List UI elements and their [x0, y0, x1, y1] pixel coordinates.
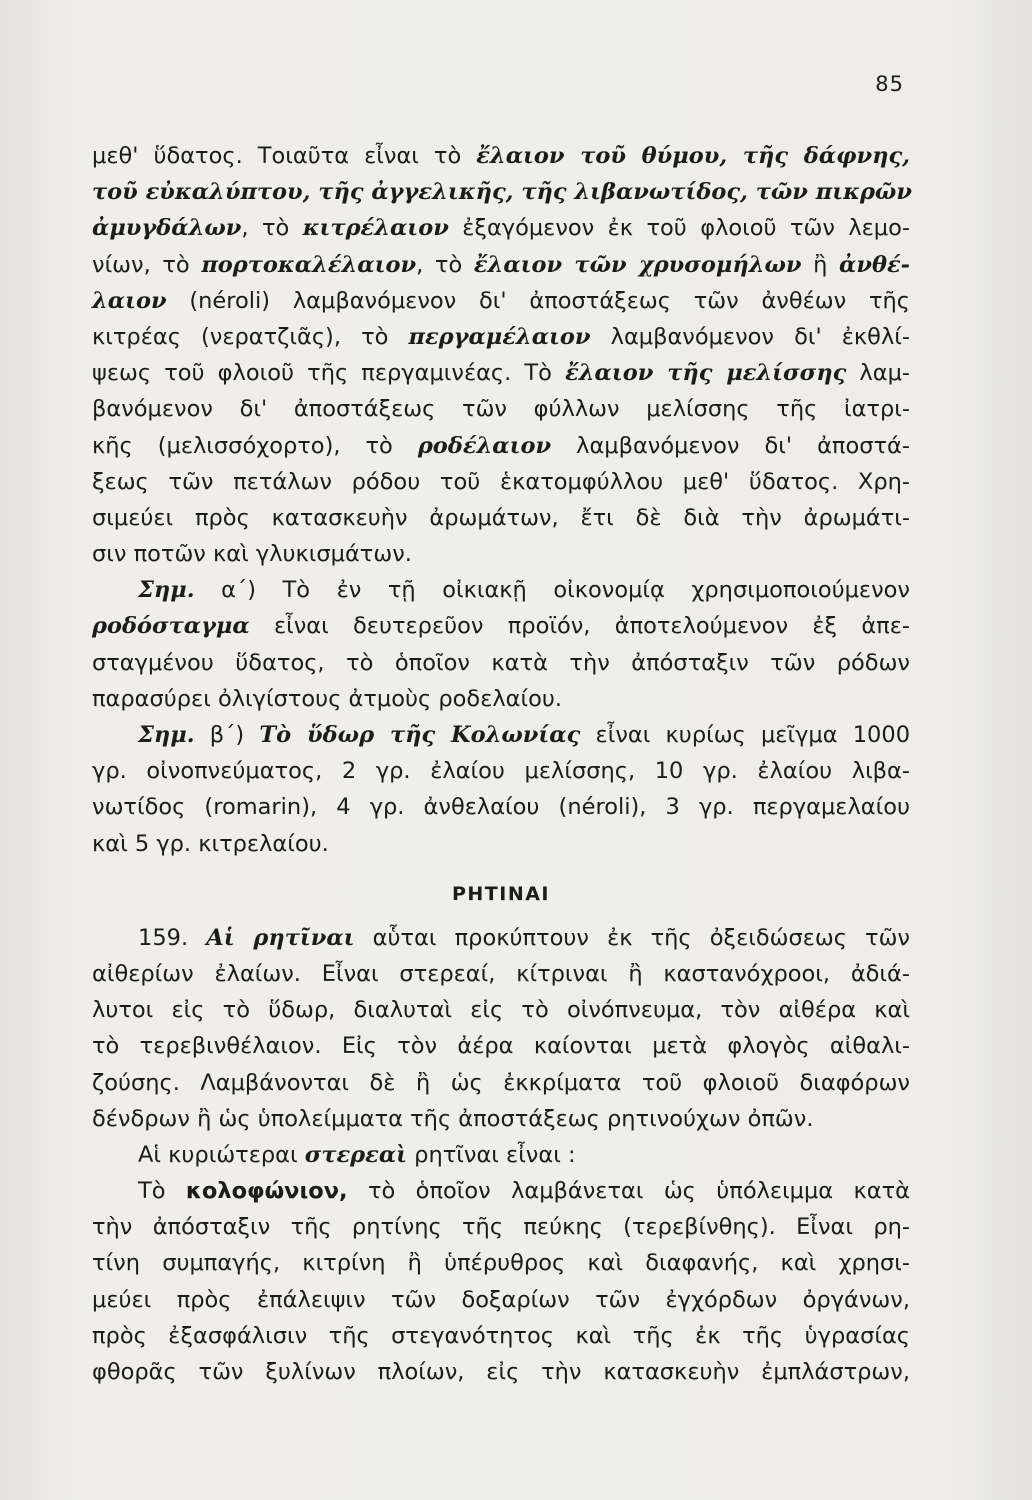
- text-line: νωτίδος (romarin), 4 γρ. ἀνθελαίου (néroli), 3 γρ. περγαμελαίου: [92, 794, 910, 821]
- text-line: λαιον (néroli) λαμβανόμενον δι' ἀποστάξεως τῶν ἀνθέων τῆς: [92, 287, 910, 314]
- text-line: τὸ τερεβινθέλαιον. Εἰς τὸν ἀέρα καίονται μετὰ φλογὸς αἰθαλι-: [92, 1033, 910, 1060]
- text-line: δένδρων ἢ ὡς ὑπολείμματα τῆς ἀποστάξεως ρητινούχων ὀπῶν.: [92, 1105, 814, 1132]
- text-line: σιμεύει πρὸς κατασκευὴν ἀρωμάτων, ἔτι δὲ διὰ τὴν ἀρωμάτι-: [92, 504, 910, 531]
- text-line: ξεως τῶν πετάλων ρόδου τοῦ ἑκατομφύλλου μεθ' ὕδατος. Χρη-: [92, 468, 910, 495]
- text-line: νίων, τὸ πορτοκαλέλαιον, τὸ ἔλαιον τῶν χρυσομήλων ἢ ἀνθέ-: [92, 251, 910, 278]
- text-line: τίνη συμπαγής, κιτρίνη ἢ ὑπέρυθρος καὶ διαφανής, καὶ χρησι-: [92, 1250, 910, 1277]
- text-line: 159. Αἱ ρητῖναι αὗται προκύπτουν ἐκ τῆς ὀξειδώσεως τῶν: [138, 924, 910, 951]
- text-line: καὶ 5 γρ. κιτρελαίου.: [92, 830, 329, 857]
- body-text: [92, 138, 910, 1390]
- text-line: Σημ. α΄) Τὸ ἐν τῇ οἰκιακῇ οἰκονομίᾳ χρησιμοποιούμενον: [138, 577, 910, 604]
- page-number: 85: [875, 72, 904, 96]
- section-heading: ΡΗΤΙΝΑΙ: [451, 882, 551, 905]
- text-line: σταγμένου ὕδατος, τὸ ὁποῖον κατὰ τὴν ἀπόσταξιν τῶν ρόδων: [92, 649, 910, 676]
- text-line: σιν ποτῶν καὶ γλυκισμάτων.: [92, 541, 412, 568]
- text-line: κῆς (μελισσόχορτο), τὸ ροδέλαιον λαμβανόμενον δι' ἀποστά-: [92, 432, 910, 459]
- text-line: Σημ. β΄) Τὸ ὕδωρ τῆς Κολωνίας εἶναι κυρίως μεῖγμα 1000: [138, 722, 911, 748]
- text-line: ἀμυγδάλων, τὸ κιτρέλαιον ἐξαγόμενον ἐκ τοῦ φλοιοῦ τῶν λεμο-: [92, 215, 910, 242]
- text-line: τὴν ἀπόσταξιν τῆς ρητίνης τῆς πεύκης (τερεβίνθης). Εἶναι ρη-: [92, 1214, 910, 1241]
- text-line: πρὸς ἐξασφάλισιν τῆς στεγανότητος καὶ τῆς ἐκ τῆς ὑγρασίας: [92, 1322, 910, 1349]
- text-line: Τὸ κολοφώνιον, τὸ ὁποῖον λαμβάνεται ὡς ὑπόλειμμα κατὰ: [138, 1178, 910, 1205]
- text-line: λυτοι εἰς τὸ ὕδωρ, διαλυταὶ εἰς τὸ οἰνόπνευμα, τὸν αἰθέρα καὶ: [92, 997, 910, 1024]
- text-line: κιτρέας (νερατζιᾶς), τὸ περγαμέλαιον λαμβανόμενον δι' ἐκθλί-: [92, 323, 910, 350]
- text-line: γρ. οἰνοπνεύματος, 2 γρ. ἐλαίου μελίσσης, 10 γρ. ἐλαίου λιβα-: [92, 758, 910, 785]
- text-line: ροδόσταγμα εἶναι δευτερεῦον προϊόν, ἀποτελούμενον ἐξ ἀπε-: [92, 613, 910, 640]
- text-line: ψεως τοῦ φλοιοῦ τῆς περγαμινέας. Τὸ ἔλαιον τῆς μελίσσης λαμ-: [92, 360, 911, 387]
- text-line: φθορᾶς τῶν ξυλίνων πλοίων, εἰς τὴν κατασκευὴν ἐμπλάστρων,: [92, 1359, 910, 1385]
- text-line: ζούσης. Λαμβάνονται δὲ ἢ ὡς ἐκκρίματα τοῦ φλοιοῦ διαφόρων: [92, 1069, 910, 1096]
- text-line: μεύει πρὸς ἐπάλειψιν τῶν δοξαρίων τῶν ἐγχόρδων ὀργάνων,: [92, 1286, 910, 1313]
- text-line: Αἱ κυριώτεραι στερεαὶ ρητῖναι εἶναι :: [138, 1141, 576, 1168]
- text-line: βανόμενον δι' ἀποστάξεως τῶν φύλλων μελίσσης τῆς ἰατρι-: [92, 396, 910, 423]
- text-line: τοῦ εὐκαλύπτου, τῆς ἀγγελικῆς, τῆς λιβανωτίδος, τῶν πικρῶν: [92, 179, 912, 206]
- text-line: αἰθερίων ἐλαίων. Εἶναι στερεαί, κίτριναι ἢ καστανόχροοι, ἀδιά-: [92, 960, 910, 987]
- text-line: μεθ' ὕδατος. Τοιαῦτα εἶναι τὸ ἔλαιον τοῦ θύμου, τῆς δάφνης,: [92, 143, 910, 169]
- text-line: παρασύρει ὀλιγίστους ἀτμοὺς ροδελαίου.: [92, 685, 563, 712]
